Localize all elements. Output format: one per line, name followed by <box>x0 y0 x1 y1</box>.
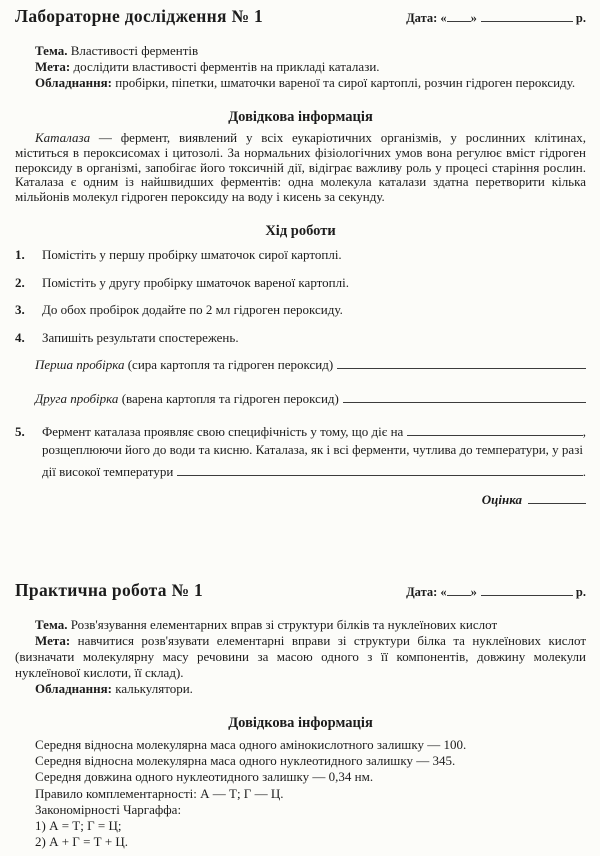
reference-line: Середня відносна молекулярна маса одного нуклеотидного залишку — 345. <box>35 753 456 769</box>
grade-row <box>15 492 586 508</box>
step5-line3 <box>42 464 586 481</box>
step-number: 4. <box>15 329 25 345</box>
tube1-lead <box>35 357 333 374</box>
tube2-lead <box>35 391 339 408</box>
quote-close: » <box>470 585 477 599</box>
tema-text: Властивості ферментів <box>70 42 199 58</box>
lab-title: Лабораторне дослідження № 1 <box>15 6 264 26</box>
step5-answer-blank-2 <box>177 464 582 476</box>
step5-line1-punct: , <box>582 424 586 440</box>
step-text: Запишіть результати спостережень. <box>42 329 239 345</box>
step5-line3-punct: . <box>582 463 586 479</box>
lab-reference-paragraph <box>15 131 586 205</box>
practical-header <box>15 580 586 602</box>
step5-line1-text: Фермент каталаза проявляє свою специфічність у тому, що діє на <box>42 424 404 440</box>
step5-body <box>42 424 586 480</box>
reference-line: Середня відносна молекулярна маса одного амінокислотного залишку — 100. <box>35 737 467 752</box>
quote-open: « <box>440 11 447 25</box>
meta-label: Мета: <box>35 632 71 648</box>
step-number: 3. <box>15 302 25 318</box>
quote-close: » <box>470 11 477 25</box>
reference-line: 2) А + Г = Т + Ц. <box>35 834 129 850</box>
practical-date-field <box>406 584 586 601</box>
practical-meta-block <box>15 617 586 697</box>
equip-label: Обладнання: <box>35 680 112 696</box>
reference-text: — фермент, виявлений у всіх еукаріотичних організмів, у рослинних клітинах, міститься в пероксисомах і цитозолі. За нормальних фізіологічних умов вона регулює вміст гідроген пероксиду в організмі, запобігає його токсичній дії, відіграє важливу роль у процесі старіння рослин. Каталаза є одним із найшвидших ферментів: одна молекула каталази здатна перетворити кілька мільйонів молекул гідроген пероксиду на воду і кисень за секунду. <box>15 130 587 205</box>
practical-title: Практична робота № 1 <box>15 580 204 600</box>
lab-date-field <box>406 10 586 27</box>
lab-meta-block <box>15 43 586 91</box>
step5-item <box>15 424 586 480</box>
step-item <box>15 330 586 347</box>
tube1-text: (сира картопля та гідроген пероксид) <box>127 357 334 373</box>
date-label: Дата: <box>406 11 438 25</box>
practical-meta-line <box>15 633 586 681</box>
step-item <box>15 302 586 319</box>
meta-label: Мета: <box>35 58 71 74</box>
lab-steps-heading: Хід роботи <box>265 222 336 239</box>
date-year-label: р. <box>575 11 586 25</box>
tube2-label: Друга пробірка <box>35 390 119 406</box>
reference-line: 1) А = Т; Г = Ц; <box>35 818 122 834</box>
step5-line2-text: розщеплюючи його до води та кисню. Каталаза, як і всі ферменти, чутлива до температури, у разі <box>42 441 583 457</box>
step-text: До обох пробірок додайте по 2 мл гідроген пероксиду. <box>42 302 343 318</box>
meta-text: дослідити властивості ферментів на прикладі каталази. <box>73 58 380 74</box>
reference-line: Закономірності Чаргаффа: <box>35 801 182 817</box>
step-item <box>15 275 586 292</box>
date-year-label: р. <box>575 585 586 599</box>
tube2-result-row <box>35 391 586 408</box>
tema-label: Тема. <box>35 616 68 632</box>
quote-open: « <box>440 585 447 599</box>
date-label: Дата: <box>406 585 438 599</box>
tube2-answer-blank <box>343 391 586 403</box>
grade-blank <box>528 492 586 504</box>
meta-text: навчитися розв'язувати елементарні вправи зі структури білка та нуклеїнових кислот (визначати молекулярну масу речовини за масою одного з її компонентів, довжину молекули нуклеїнової кислоти, її склад). <box>15 632 586 680</box>
equip-text: калькулятори. <box>115 680 193 696</box>
date-month-blank <box>481 10 573 22</box>
tube2-text: (варена картопля та гідроген пероксид) <box>121 390 339 406</box>
tema-text: Розв'язування елементарних вправ зі структури білків та нуклеїнових кислот <box>70 616 498 632</box>
step5-line1 <box>42 424 586 441</box>
lab-reference-heading: Довідкова інформація <box>228 108 373 125</box>
step-item <box>15 247 586 264</box>
tube1-answer-blank <box>337 357 586 369</box>
step5-answer-blank-1 <box>407 424 582 436</box>
lab-steps-list <box>15 247 586 346</box>
date-day-blank <box>447 584 471 596</box>
step-number: 2. <box>15 274 25 290</box>
practical-reference-heading: Довідкова інформація <box>228 714 373 731</box>
lab-header <box>15 6 586 28</box>
lab-section <box>15 6 586 508</box>
practical-section <box>15 580 586 850</box>
tube1-label: Перша пробірка <box>35 357 125 373</box>
date-month-blank <box>481 584 573 596</box>
reference-term: Каталаза <box>35 130 91 145</box>
lab-meta-line <box>15 59 586 75</box>
step-number: 5. <box>15 424 25 440</box>
equip-label: Обладнання: <box>35 74 112 90</box>
step-text: Помістіть у другу пробірку шматочок вареної картоплі. <box>42 274 349 290</box>
step-text: Помістіть у першу пробірку шматочок сирої картоплі. <box>42 247 342 263</box>
practical-equip-line <box>15 681 586 697</box>
tema-label: Тема. <box>35 42 68 58</box>
date-day-blank <box>447 10 471 22</box>
step-number: 1. <box>15 247 25 263</box>
lab-equip-line <box>15 75 586 91</box>
step5-line3-text: дії високої температури <box>42 463 174 479</box>
reference-line: Середня довжина одного нуклеотидного залишку — 0,34 нм. <box>35 769 374 785</box>
practical-reference-lines <box>15 737 586 850</box>
reference-line: Правило комплементарності: А — Т; Г — Ц. <box>35 785 284 801</box>
tube1-result-row <box>35 357 586 374</box>
grade-label: Оцінка <box>481 492 522 508</box>
practical-tema-line <box>15 617 586 633</box>
equip-text: пробірки, піпетки, шматочки вареної та сирої картоплі, розчин гідроген пероксиду. <box>115 74 576 90</box>
lab-tema-line <box>15 43 586 59</box>
